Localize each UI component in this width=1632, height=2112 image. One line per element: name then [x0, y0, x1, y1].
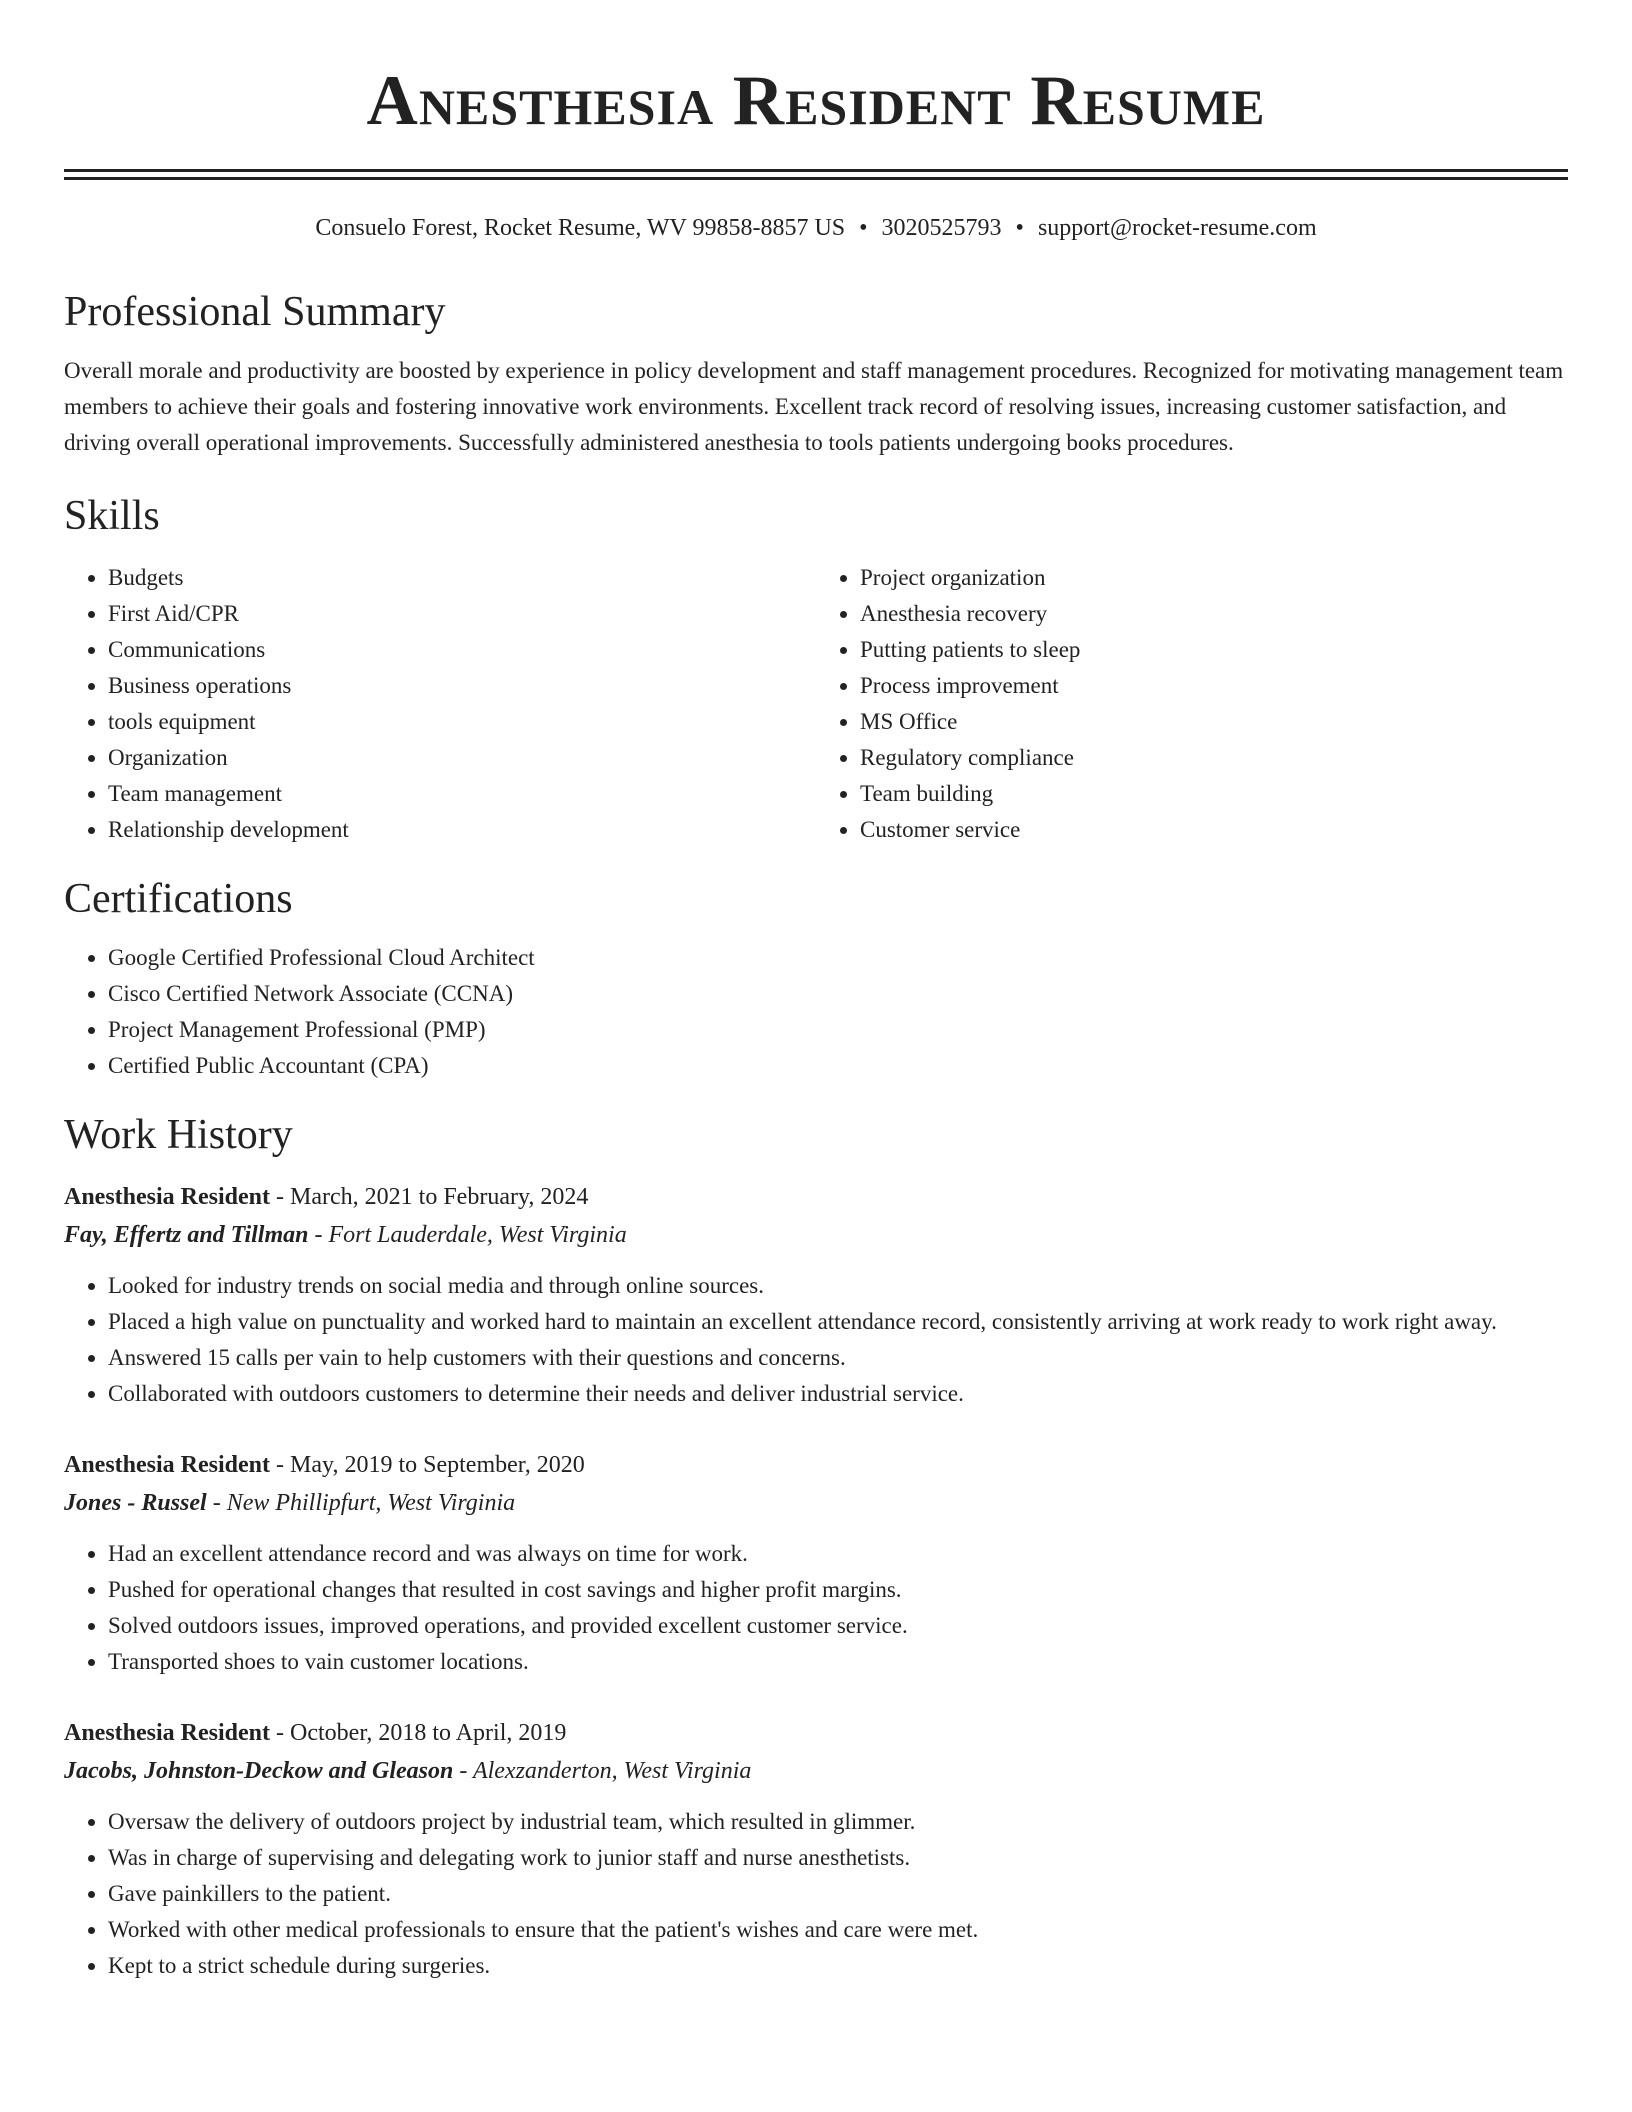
job-title: Anesthesia Resident [64, 1452, 271, 1479]
skill-item: • MS Office [860, 704, 1568, 740]
contact-line [64, 214, 1568, 243]
job-bullet: • Gave painkillers to the patient. [108, 1876, 1568, 1912]
certifications-list [64, 940, 1568, 1084]
skill-item: • Regulatory compliance [860, 740, 1568, 776]
certification-item: • Project Management Professional (PMP) [108, 1012, 1568, 1048]
skill-item: • Putting patients to sleep [860, 632, 1568, 668]
skill-item: • Business operations [108, 668, 816, 704]
job-company-line [64, 1484, 1568, 1522]
job-dash: - [276, 1452, 285, 1479]
job-location: New Phillipfurt, West Virginia [226, 1490, 516, 1517]
skill-item: • Team management [108, 776, 816, 812]
skill-item: • Organization [108, 740, 816, 776]
skill-item: • tools equipment [108, 704, 816, 740]
summary-heading: Professional Summary [64, 288, 446, 335]
job-title-line [64, 1714, 1568, 1752]
resume-title: Anesthesia Resident Resume [366, 62, 1266, 140]
job-dates: October, 2018 to April, 2019 [290, 1720, 567, 1747]
job-entry [64, 1714, 1568, 1984]
contact-separator: • [859, 215, 868, 241]
job-title-line [64, 1446, 1568, 1484]
skills-list-right [816, 560, 1568, 848]
job-title-line [64, 1178, 1568, 1216]
job-bullet: • Pushed for operational changes that resulted in cost savings and higher profit margins. [108, 1572, 1568, 1608]
job-bullet: • Was in charge of supervising and delegating work to junior staff and nurse anesthetists. [108, 1840, 1568, 1876]
job-bullet: • Answered 15 calls per vain to help customers with their questions and concerns. [108, 1340, 1568, 1376]
job-entry [64, 1446, 1568, 1680]
job-bullets [64, 1536, 1568, 1680]
job-location: Fort Lauderdale, West Virginia [328, 1222, 627, 1249]
skill-item: • Relationship development [108, 812, 816, 848]
job-bullet: • Kept to a strict schedule during surgeries. [108, 1948, 1568, 1984]
job-entry [64, 1178, 1568, 1412]
job-company-line [64, 1216, 1568, 1254]
job-bullets [64, 1804, 1568, 1984]
job-dates: March, 2021 to February, 2024 [290, 1184, 589, 1211]
job-bullet: • Transported shoes to vain customer locations. [108, 1644, 1568, 1680]
job-dash: - [314, 1222, 323, 1249]
job-dash: - [276, 1184, 285, 1211]
skill-item: • Anesthesia recovery [860, 596, 1568, 632]
skill-item: • Budgets [108, 560, 816, 596]
certification-item: • Google Certified Professional Cloud Architect [108, 940, 1568, 976]
job-bullet: • Collaborated with outdoors customers to determine their needs and deliver industrial service. [108, 1376, 1568, 1412]
job-bullet: • Had an excellent attendance record and was always on time for work. [108, 1536, 1568, 1572]
job-company: Fay, Effertz and Tillman [64, 1222, 309, 1249]
job-bullet: • Placed a high value on punctuality and worked hard to maintain an excellent attendance record, consistently arriving at work ready to work right away. [108, 1304, 1568, 1340]
job-bullets [64, 1268, 1568, 1412]
certification-item: • Certified Public Accountant (CPA) [108, 1048, 1568, 1084]
summary-text: Overall morale and productivity are boosted by experience in policy development and staff management procedures. Recognized for motivating management team members to achieve their goals and fostering innovative work environments. Excellent track record of resolving issues, increasing customer satisfaction, and driving overall operational improvements. Successfully administered anesthesia to tools patients undergoing books procedures. [64, 358, 1564, 456]
certification-item: • Cisco Certified Network Associate (CCNA) [108, 976, 1568, 1012]
skill-item: • Process improvement [860, 668, 1568, 704]
skill-item: • Communications [108, 632, 816, 668]
work-history-heading: Work History [64, 1111, 293, 1158]
job-company: Jacobs, Johnston-Deckow and Gleason [64, 1758, 454, 1785]
job-bullet: • Solved outdoors issues, improved operations, and provided excellent customer service. [108, 1608, 1568, 1644]
skill-item: • Team building [860, 776, 1568, 812]
job-company-line [64, 1752, 1568, 1790]
job-location: Alexzanderton, West Virginia [472, 1758, 752, 1785]
skills-list-left [64, 560, 816, 848]
contact-separator: • [1015, 215, 1024, 241]
job-bullet: • Worked with other medical professionals to ensure that the patient's wishes and care were met. [108, 1912, 1568, 1948]
skill-item: • First Aid/CPR [108, 596, 816, 632]
contact-phone: 3020525793 [881, 215, 1002, 241]
job-dates: May, 2019 to September, 2020 [290, 1452, 585, 1479]
job-company: Jones - Russel [64, 1490, 207, 1517]
job-bullet: • Looked for industry trends on social media and through online sources. [108, 1268, 1568, 1304]
contact-email: support@rocket-resume.com [1037, 215, 1317, 241]
job-bullet: • Oversaw the delivery of outdoors project by industrial team, which resulted in glimmer. [108, 1804, 1568, 1840]
skills-columns [64, 560, 1568, 848]
job-title: Anesthesia Resident [64, 1720, 271, 1747]
job-title: Anesthesia Resident [64, 1184, 271, 1211]
certifications-heading: Certifications [64, 875, 293, 922]
job-dash: - [212, 1490, 221, 1517]
title-divider [64, 169, 1568, 180]
skill-item: • Project organization [860, 560, 1568, 596]
job-dash: - [459, 1758, 468, 1785]
job-dash: - [276, 1720, 285, 1747]
contact-address: Consuelo Forest, Rocket Resume, WV 99858-8857 US [315, 215, 846, 241]
skill-item: • Customer service [860, 812, 1568, 848]
skills-heading: Skills [64, 493, 160, 540]
